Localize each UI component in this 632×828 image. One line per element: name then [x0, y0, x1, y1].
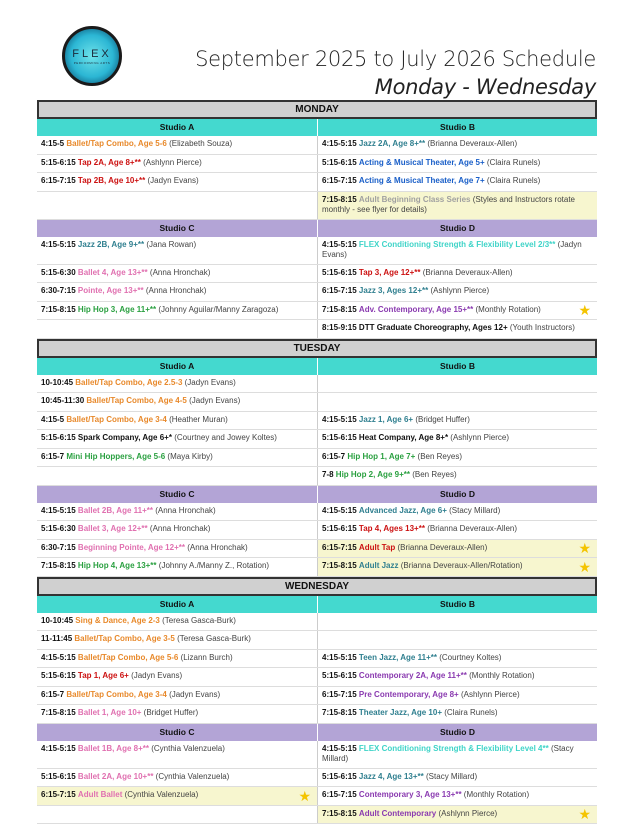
class-name: Adult Beginning Class Series: [358, 194, 471, 204]
table-row: [37, 521, 597, 540]
class-cell: [37, 412, 317, 430]
class-time: 5:15-6:15: [322, 524, 357, 533]
class-cell: [37, 449, 317, 467]
class-instructor: (Jadyn Evans): [184, 377, 236, 387]
class-time: 7-8: [322, 470, 334, 479]
class-time: 4:15-5:15: [41, 239, 76, 249]
class-cell: [317, 412, 597, 430]
class-time: 5:15-6:15: [322, 433, 357, 442]
class-instructor: (Brianna Deveraux-Allen): [397, 542, 488, 552]
table-row: [37, 430, 597, 449]
class-time: 4:15-5:15: [41, 505, 76, 515]
class-time: 7:15-8:15: [41, 561, 76, 570]
class-instructor: (Ashlynn Pierce): [438, 808, 498, 818]
class-time: 6:15-7:15: [322, 176, 357, 185]
empty-cell: [37, 320, 317, 338]
class-time: 6:30-7:15: [41, 542, 76, 552]
table-row: [37, 320, 597, 339]
class-time: 10-10:45: [41, 377, 74, 387]
class-name: Tap 2B, Age 10+**: [77, 176, 146, 185]
class-name: Adult Jazz: [358, 561, 399, 570]
class-time: 10-10:45: [41, 615, 74, 625]
class-cell: [37, 521, 317, 539]
class-time: 6:15-7:15: [322, 286, 357, 295]
class-name: Ballet/Tap Combo, Age 3-4: [66, 689, 167, 699]
class-cell: [317, 540, 597, 558]
class-time: 5:15-6:15: [322, 267, 357, 277]
class-time: 5:15-6:15: [322, 771, 357, 781]
class-instructor: (Brianna Deveraux-Allen): [427, 139, 518, 148]
table-row: [37, 302, 597, 321]
class-name: Jazz 3, Ages 12+**: [358, 286, 429, 295]
empty-cell: [317, 631, 597, 649]
class-name: Contemporary 3, Age 13+**: [358, 790, 462, 799]
class-time: 4:15-5:15: [41, 743, 76, 753]
class-cell: [37, 283, 317, 301]
class-name: Mini Hip Hoppers, Age 5-6: [66, 451, 166, 461]
class-cell: [37, 136, 317, 154]
studio-header-row: [37, 486, 597, 503]
empty-cell: [317, 613, 597, 631]
class-time: 4:15-5: [41, 139, 65, 148]
class-cell: [37, 631, 317, 649]
class-instructor: (Anna Hronchak): [187, 542, 248, 552]
class-name: Adv. Contemporary, Age 15+**: [358, 304, 474, 314]
class-time: 5:15-6:15: [41, 157, 76, 167]
class-time: 4:15-5:15: [322, 414, 357, 424]
class-instructor: (Claira Runels): [486, 157, 541, 167]
class-cell: [317, 769, 597, 787]
class-instructor: (Maya Kirby): [167, 451, 213, 461]
class-cell: [317, 136, 597, 154]
class-cell: [37, 741, 317, 768]
studio-header: Studio B: [317, 119, 597, 136]
class-time: 5:15-6:30: [41, 524, 76, 533]
studio-header-row: [37, 119, 597, 136]
class-instructor: (Claira Runels): [486, 176, 541, 185]
class-name: Ballet 4, Age 13+**: [77, 267, 148, 277]
class-instructor: (Youth Instructors): [509, 323, 575, 332]
class-instructor: (Ben Reyes): [417, 451, 462, 461]
class-cell: [317, 237, 597, 264]
class-name: Jazz 4, Age 13+**: [358, 771, 424, 781]
class-name: Advanced Jazz, Age 6+: [358, 505, 447, 515]
class-name: Ballet/Tap Combo, Age 3-4: [66, 414, 167, 424]
table-row: [37, 705, 597, 724]
class-instructor: (Anna Hronchak): [149, 267, 211, 277]
class-name: Ballet 1B, Age 8+**: [77, 743, 149, 753]
logo-text: FLEX: [72, 47, 112, 60]
class-time: 5:15-6:15: [41, 433, 76, 442]
class-instructor: (Ben Reyes): [412, 470, 457, 479]
class-name: Ballet 2A, Age 10+**: [77, 771, 154, 781]
studio-header: Studio D: [317, 724, 597, 741]
class-time: 6:15-7:15: [41, 176, 76, 185]
table-row: [37, 136, 597, 155]
class-time: 7:15-8:15: [322, 561, 357, 570]
class-instructor: (Jadyn Evans): [169, 689, 221, 699]
studio-header: Studio B: [317, 358, 597, 375]
class-time: 5:15-6:15: [41, 771, 76, 781]
table-row: [37, 687, 597, 706]
class-time: 5:15-6:15: [322, 671, 357, 680]
class-cell: [317, 650, 597, 668]
studio-header-row: [37, 358, 597, 375]
class-instructor: (Teresa Gasca-Burk): [177, 634, 251, 643]
class-time: 6:15-7:15: [322, 790, 357, 799]
class-name: Tap 2A, Age 8+**: [77, 157, 141, 167]
star-icon: ★: [578, 540, 591, 557]
table-row: [37, 283, 597, 302]
studio-header: Studio C: [159, 222, 195, 233]
class-name: Jazz 1, Age 6+: [358, 414, 414, 424]
table-row: [37, 769, 597, 788]
class-instructor: (Jadyn Evans): [189, 396, 241, 405]
empty-cell: [37, 192, 317, 219]
class-instructor: (Stacy Millard): [426, 771, 478, 781]
class-name: Teen Jazz, Age 11+**: [358, 652, 437, 662]
studio-header: Studio A: [159, 122, 195, 132]
class-time: 6:15-7: [41, 451, 65, 461]
class-name: Adult Ballet: [77, 790, 123, 799]
class-cell: [37, 393, 317, 411]
class-name: Theater Jazz, Age 10+: [358, 708, 442, 717]
class-name: Acting & Musical Theater, Age 5+: [358, 157, 485, 167]
class-cell: [37, 173, 317, 191]
class-instructor: (Cynthia Valenzuela): [151, 743, 225, 753]
class-instructor: (Elizabeth Souza): [169, 139, 233, 148]
class-instructor: (Jana Rowan): [146, 239, 197, 249]
class-cell: [317, 302, 597, 320]
table-row: [37, 467, 597, 486]
class-instructor: (Anna Hronchak): [145, 286, 207, 295]
class-instructor: (Bridget Huffer): [415, 414, 470, 424]
page-subtitle: Monday - Wednesday: [374, 75, 596, 99]
class-instructor: (Monthly Rotation): [475, 304, 541, 314]
table-row: [37, 237, 597, 265]
class-cell: [317, 741, 597, 768]
class-name: Sing & Dance, Age 2-3: [75, 615, 160, 625]
class-name: Adult Contemporary: [358, 808, 437, 818]
class-instructor: (Brianna Deveraux-Allen/Rotation): [400, 561, 523, 570]
class-name: Pointe, Age 13+**: [77, 286, 144, 295]
class-cell: [317, 449, 597, 467]
class-time: 6:15-7: [322, 451, 346, 461]
class-name: Ballet 3, Age 12+**: [77, 524, 148, 533]
day-header-monday: MONDAY: [37, 100, 597, 119]
class-time: 4:15-5:15: [322, 652, 357, 662]
table-row: [37, 449, 597, 468]
class-name: Ballet/Tap Combo, Age 2.5-3: [75, 377, 183, 387]
class-instructor: (Ashlynn Pierce): [143, 157, 202, 167]
class-name: Hip Hop 3, Age 11+**: [77, 304, 157, 314]
class-cell: [317, 155, 597, 173]
table-row: [37, 741, 597, 769]
table-row: [37, 192, 597, 220]
class-instructor: (Lizann Burch): [180, 652, 233, 662]
class-instructor: (Johnny Aguilar/Manny Zaragoza): [158, 304, 279, 314]
class-instructor: (Courtney Koltes): [439, 652, 502, 662]
star-icon: ★: [578, 806, 591, 823]
studio-header: Studio D: [317, 486, 597, 503]
class-instructor: (Claira Runels): [444, 708, 498, 717]
studio-header-row: [37, 724, 597, 741]
class-name: DTT Graduate Choreography, Ages 12+: [358, 323, 508, 332]
class-cell: [317, 558, 597, 576]
table-row: [37, 613, 597, 632]
star-icon: ★: [578, 302, 591, 319]
studio-header: Studio C: [159, 726, 195, 737]
class-time: 6:30-7:15: [41, 286, 76, 295]
class-name: Ballet 2B, Age 11+**: [77, 505, 153, 515]
class-time: 6:15-7:15: [322, 542, 357, 552]
class-cell: [317, 430, 597, 448]
table-row: [37, 631, 597, 650]
class-instructor: (Teresa Gasca-Burk): [162, 615, 236, 625]
class-cell: [317, 787, 597, 805]
class-time: 6:15-7:15: [322, 689, 357, 699]
empty-cell: [37, 467, 317, 485]
class-instructor: (Johnny A./Manny Z., Rotation): [158, 561, 270, 570]
class-cell: [37, 155, 317, 173]
class-time: 4:15-5:15: [322, 505, 357, 515]
studio-header: Studio A: [159, 598, 195, 609]
class-cell: [317, 283, 597, 301]
class-instructor: (Stacy Millard): [449, 505, 501, 515]
class-instructor: (Brianna Deveraux-Allen): [422, 267, 513, 277]
class-instructor: (Heather Muran): [169, 414, 228, 424]
star-icon: ★: [578, 558, 591, 575]
class-cell: [37, 430, 317, 448]
class-name: FLEX Conditioning Strength & Flexibility Level 2/3**: [358, 239, 556, 249]
class-instructor: (Monthly Rotation): [463, 790, 530, 799]
class-name: Beginning Pointe, Age 12+**: [77, 542, 185, 552]
table-row: [37, 650, 597, 669]
class-instructor: (Styles and Instructors rotate monthly - see flyer for details): [322, 194, 575, 214]
class-name: Tap 1, Age 6+: [77, 671, 129, 680]
class-cell: [317, 320, 597, 338]
class-cell: [317, 503, 597, 521]
class-instructor: (Courtney and Jowey Koltes): [174, 433, 277, 442]
class-name: Jazz 2B, Age 9+**: [77, 239, 145, 249]
class-cell: [317, 265, 597, 283]
class-time: 5:15-6:30: [41, 267, 76, 277]
class-time: 7:15-8:15: [41, 708, 76, 717]
class-instructor: (Ashlynn Pierce): [430, 286, 490, 295]
class-name: Ballet/Tap Combo, Age 5-6: [77, 652, 179, 662]
class-cell: [37, 787, 317, 805]
class-cell: [37, 558, 317, 576]
class-name: Adult Tap: [358, 542, 396, 552]
class-cell: [37, 650, 317, 668]
star-icon: ★: [298, 787, 311, 804]
class-time: 4:15-5:15: [322, 239, 357, 249]
class-cell: [37, 687, 317, 705]
class-cell: [37, 540, 317, 558]
logo-subtext: PERFORMING ARTS: [73, 60, 111, 65]
class-name: Heat Company, Age 8+*: [358, 433, 449, 442]
class-time: 7:15-8:15: [322, 808, 357, 818]
class-cell: [37, 769, 317, 787]
day-header-wednesday: WEDNESDAY: [37, 577, 597, 596]
class-cell: [37, 613, 317, 631]
class-name: Contemporary 2A, Age 11+**: [358, 671, 467, 680]
class-instructor: (Cynthia Valenzuela): [124, 790, 199, 799]
table-row: [37, 155, 597, 174]
class-instructor: (Jadyn Evans): [131, 671, 183, 680]
class-name: Ballet 1, Age 10+: [77, 708, 142, 717]
class-instructor: (Bridget Huffer): [143, 708, 199, 717]
class-name: FLEX Conditioning Strength & Flexibility Level 4**: [358, 743, 549, 753]
class-instructor: (Monthly Rotation): [469, 671, 535, 680]
table-row: [37, 540, 597, 559]
class-cell: [317, 705, 597, 723]
class-time: 8:15-9:15: [322, 323, 357, 332]
class-time: 7:15-8:15: [322, 304, 357, 314]
class-time: 4:15-5:15: [41, 652, 76, 662]
class-name: Tap 3, Age 12+**: [358, 267, 421, 277]
class-name: Spark Company, Age 6+*: [77, 433, 172, 442]
class-cell: [317, 668, 597, 686]
class-name: Acting & Musical Theater, Age 7+: [358, 176, 485, 185]
class-time: 7:15-8:15: [322, 708, 357, 717]
class-name: Hip Hop 1, Age 7+: [347, 451, 416, 461]
studio-header-row: [37, 596, 597, 613]
table-row: [37, 787, 597, 806]
class-cell: [317, 467, 597, 485]
class-time: 5:15-6:15: [41, 671, 76, 680]
class-time: 5:15-6:15: [322, 157, 357, 167]
class-cell: [37, 265, 317, 283]
class-cell: [37, 237, 317, 264]
empty-cell: [317, 375, 597, 393]
class-name: Pre Contemporary, Age 8+: [358, 689, 459, 699]
table-row: [37, 173, 597, 192]
class-instructor: (Anna Hronchak): [149, 524, 211, 533]
class-instructor: (Anna Hronchak): [155, 505, 216, 515]
studio-header-row: [37, 220, 597, 237]
table-row: [37, 265, 597, 284]
class-time: 11-11:45: [41, 634, 73, 643]
class-name: Ballet/Tap Combo, Age 3-5: [74, 634, 175, 643]
class-instructor: (Stacy Millard): [322, 743, 574, 763]
table-row: [37, 503, 597, 522]
class-instructor: (Jadyn Evans): [322, 239, 582, 259]
empty-cell: [317, 393, 597, 411]
class-time: 6:15-7: [41, 689, 65, 699]
class-time: 4:15-5:15: [322, 139, 357, 148]
class-name: Hip Hop 4, Age 13+**: [77, 561, 157, 570]
class-name: Jazz 2A, Age 8+**: [358, 139, 426, 148]
class-cell: [317, 687, 597, 705]
table-row: [37, 393, 597, 412]
class-cell: [317, 173, 597, 191]
class-cell: [317, 521, 597, 539]
class-cell: [37, 705, 317, 723]
table-row: [37, 375, 597, 394]
class-cell: [37, 503, 317, 521]
page-title: September 2025 to July 2026 Schedule: [195, 47, 596, 71]
class-instructor: (Brianna Deveraux-Allen): [427, 524, 518, 533]
class-instructor: (Jadyn Evans): [147, 176, 199, 185]
studio-header: Studio C: [159, 488, 195, 499]
flex-logo: [62, 26, 122, 86]
class-name: Ballet/Tap Combo, Age 4-5: [86, 396, 187, 405]
table-row: [37, 558, 597, 577]
class-name: Tap 4, Ages 13+**: [358, 524, 425, 533]
class-time: 10:45-11:30: [41, 396, 85, 405]
class-time: 6:15-7:15: [41, 790, 76, 799]
class-instructor: (Ashlynn Pierce): [450, 433, 509, 442]
table-row: [37, 668, 597, 687]
day-header-tuesday: TUESDAY: [37, 339, 597, 358]
class-cell: [37, 302, 317, 320]
schedule-table: [37, 100, 597, 824]
class-time: 7:15-8:15: [41, 304, 76, 314]
studio-header: Studio A: [159, 360, 195, 371]
class-cell: [317, 192, 597, 219]
table-row: [37, 412, 597, 431]
class-time: 4:15-5: [41, 414, 65, 424]
class-instructor: (Cynthia Valenzuela): [155, 771, 230, 781]
studio-header: Studio D: [317, 220, 597, 237]
class-cell: [317, 806, 597, 824]
class-time: 4:15-5:15: [322, 743, 357, 753]
studio-header: Studio B: [317, 596, 597, 613]
class-name: Ballet/Tap Combo, Age 5-6: [66, 139, 167, 148]
class-time: 7:15-8:15: [322, 194, 357, 204]
table-row: [37, 806, 597, 825]
class-cell: [37, 375, 317, 393]
class-cell: [37, 668, 317, 686]
empty-cell: [37, 806, 317, 824]
class-instructor: (Ashlynn Pierce): [460, 689, 520, 699]
class-name: Hip Hop 2, Age 9+**: [335, 470, 410, 479]
